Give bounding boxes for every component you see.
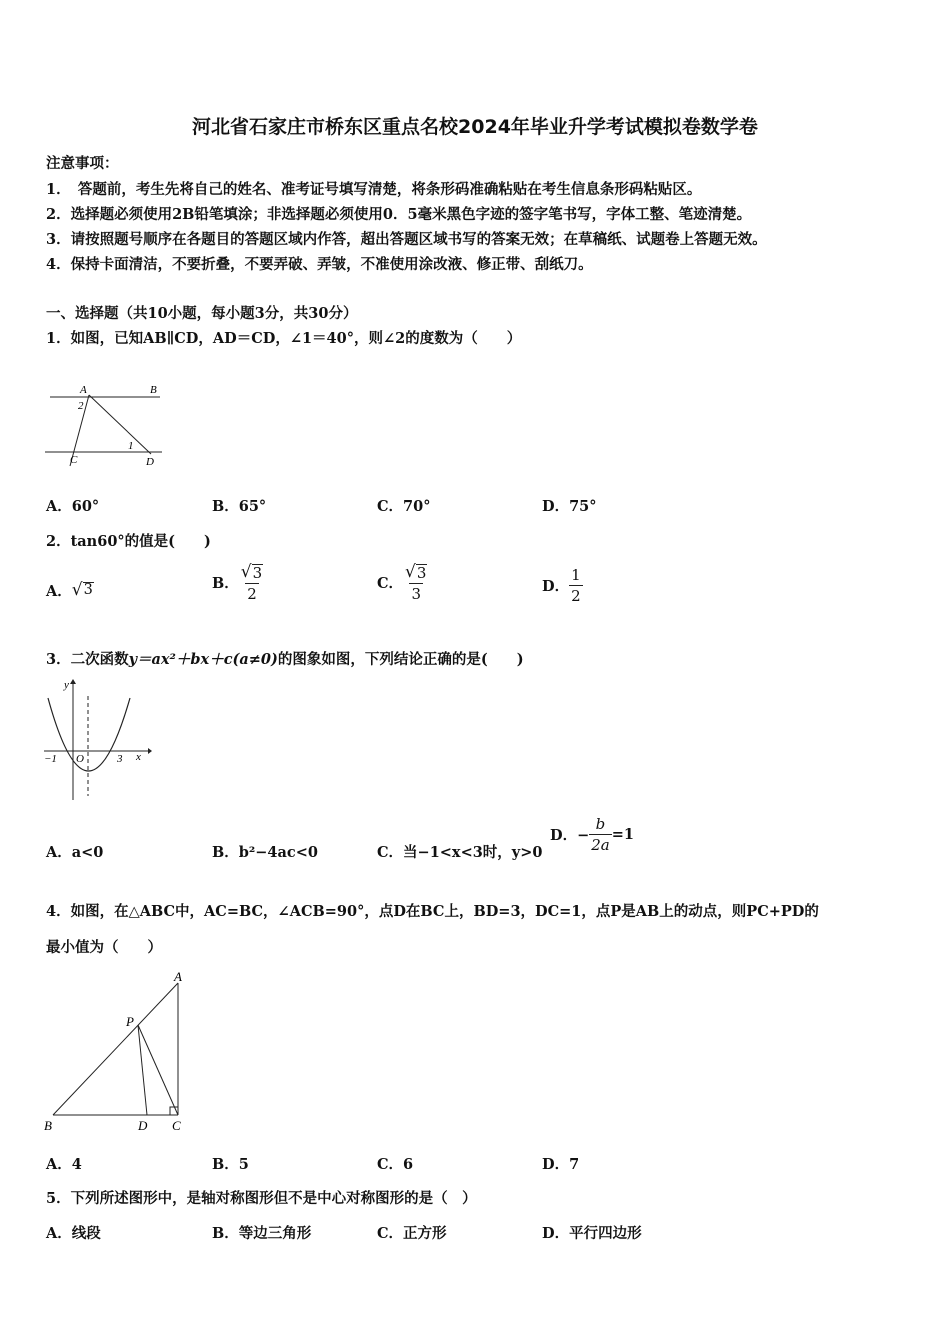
note-2: 2．选择题必须使用2B铅笔填涂；非选择题必须使用0．5毫米黑色字迹的签字笔书写，字体工整、笔迹清楚。 [46, 206, 752, 223]
q3-option-d-pre: D．− [550, 827, 590, 844]
fraction [589, 815, 612, 854]
q3-stem-post: 的图象如图，下列结论正确的是( ) [277, 651, 524, 668]
q4-label-c: C [172, 1118, 181, 1133]
q3-d-den: 2a [591, 836, 610, 854]
q5-option-c[interactable]: C．正方形 [377, 1225, 447, 1242]
note-4: 4．保持卡面清洁，不要折叠，不要弄破、弄皱，不准使用涂改液、修正带、刮纸刀。 [46, 256, 593, 273]
page-title: 河北省石家庄市桥东区重点名校2024年毕业升学考试模拟卷数学卷 [192, 116, 758, 138]
q3-stem-math: y＝ax²＋bx＋c(a≠0) [128, 651, 278, 668]
q1-angle-2: 2 [78, 400, 84, 412]
q2-stem: 2．tan60°的值是( ) [46, 533, 211, 550]
q1-option-a[interactable]: A．60° [46, 498, 100, 515]
q4-option-a[interactable]: A．4 [46, 1156, 82, 1173]
q5-option-d[interactable]: D．平行四边形 [542, 1225, 642, 1242]
q4-stem-line1: 4．如图，在△ABC中，AC=BC，∠ACB=90°，点D在BC上，BD=3，DC=1，点P是AB上的动点，则PC+PD的 [46, 903, 819, 920]
q2-b-den: 2 [247, 584, 257, 603]
q3-option-a[interactable]: A．a<0 [46, 844, 104, 861]
q2-option-d-letter: D． [542, 578, 570, 595]
q3-option-c[interactable]: C．当−1<x<3时，y>0 [377, 844, 543, 861]
q3-option-d[interactable] [550, 815, 634, 854]
q1-label-a: A [80, 384, 87, 396]
q2-b-num: 3 [252, 564, 263, 582]
note-3: 3．请按照题号顺序在各题目的答题区域内作答，超出答题区域书写的答案无效；在草稿纸、试题卷上答题无效。 [46, 231, 767, 248]
q2-option-c[interactable] [377, 563, 429, 603]
q3-figure [40, 676, 155, 804]
q1-figure [40, 378, 170, 473]
q2-d-den: 2 [571, 587, 581, 605]
q2-option-b-letter: B． [212, 575, 239, 593]
notes-heading: 注意事项： [46, 155, 119, 172]
q3-label-x: x [136, 751, 141, 763]
q4-label-d: D [138, 1118, 148, 1133]
q1-label-c: C [70, 454, 78, 466]
q4-option-b[interactable]: B．5 [212, 1156, 249, 1173]
q3-stem [46, 648, 524, 669]
q2-option-b[interactable] [212, 563, 265, 603]
q4-label-b: B [44, 1118, 52, 1133]
q2-c-num: 3 [416, 564, 427, 582]
q1-angle-1: 1 [128, 440, 134, 452]
note-1: 1． 答题前，考生先将自己的姓名、准考证号填写清楚，将条形码准确粘贴在考生信息条形码粘贴区。 [46, 181, 702, 198]
q1-stem: 1．如图，已知AB∥CD，AD＝CD，∠1＝40°，则∠2的度数为（ ） [46, 330, 522, 347]
section-heading: 一、选择题（共10小题，每小题3分，共30分） [46, 305, 358, 322]
q2-option-a[interactable] [46, 580, 94, 601]
q3-label-y: y [64, 679, 69, 691]
q4-option-d[interactable]: D．7 [542, 1156, 580, 1173]
fraction [569, 566, 583, 605]
q3-label-neg1: −1 [44, 753, 57, 765]
q1-option-d[interactable]: D．75° [542, 498, 597, 515]
q5-option-b[interactable]: B．等边三角形 [212, 1225, 312, 1242]
q4-label-a: A [174, 969, 182, 984]
q2-d-num: 1 [571, 566, 581, 584]
fraction: √ 3 2 [240, 562, 263, 603]
q4-label-p: P [126, 1014, 134, 1029]
q3-label-o: O [76, 753, 84, 765]
q1-option-b[interactable]: B．65° [212, 498, 267, 515]
q3-option-d-post: =1 [611, 826, 634, 843]
q5-stem: 5．下列所述图形中，是轴对称图形但不是中心对称图形的是（ ） [46, 1190, 477, 1207]
q3-label-3: 3 [117, 753, 123, 765]
q3-stem-pre: 3．二次函数 [46, 651, 129, 668]
q4-figure [40, 968, 200, 1138]
q2-option-d[interactable] [542, 566, 583, 605]
q1-label-d: D [146, 456, 154, 468]
q1-label-b: B [150, 384, 157, 396]
q2-option-c-letter: C． [377, 575, 404, 593]
q2-a-radicand: 3 [83, 582, 93, 598]
q4-option-c[interactable]: C．6 [377, 1156, 414, 1173]
sqrt: √ 3 [71, 580, 93, 600]
q3-d-num: b [595, 815, 606, 833]
q3-option-b[interactable]: B．b²−4ac<0 [212, 844, 318, 861]
q5-option-a[interactable]: A．线段 [46, 1225, 101, 1242]
q2-c-den: 3 [411, 584, 422, 603]
q2-option-a-letter: A． [46, 583, 72, 600]
q4-stem-line2: 最小值为（ ） [46, 939, 162, 956]
fraction: √ 3 3 [405, 562, 427, 603]
q1-option-c[interactable]: C．70° [377, 498, 431, 515]
